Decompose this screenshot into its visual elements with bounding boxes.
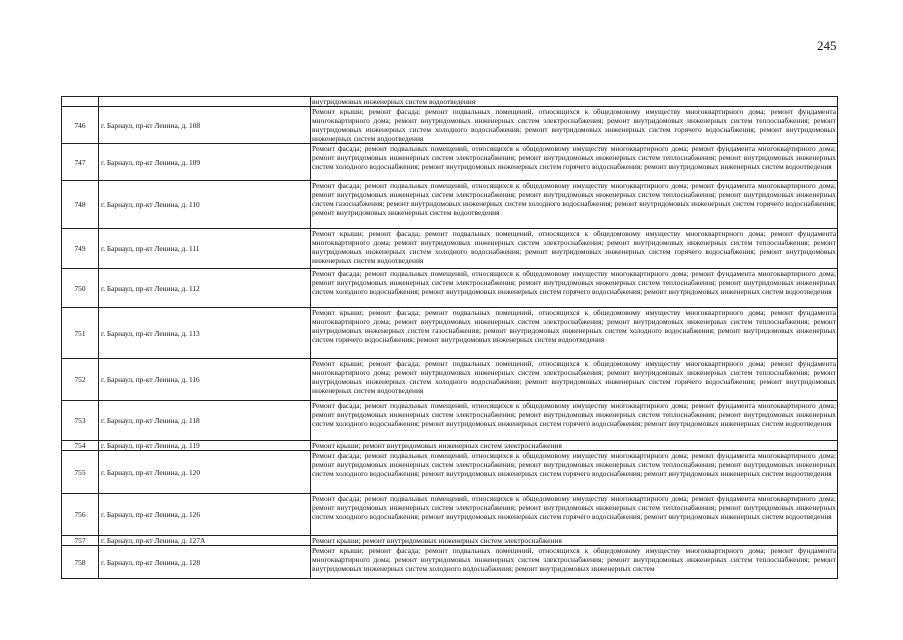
table-row [62, 181, 838, 229]
row-works: Ремонт фасада; ремонт подвальных помещений, относящихся к общедомовому имуществу многоквартирного дома; ремонт фундамента многоквартирного дома; ремонт внутридомовых инженерных систем электроснабжения; ремонт внутридомовых инженерных систем теплоснабжения; ремонт внутридомовых инженерных систем холодного водоснабжения; ремонт внутридомовых инженерных систем горячего водоснабжения; ремонт внутридомовых инженерных систем водоотведения [311, 401, 838, 441]
row-works: Ремонт крыши; ремонт фасада; ремонт подвальных помещений, относящихся к общедомовому имуществу многоквартирного дома; ремонт фундамента многоквартирного дома; ремонт внутридомовых инженерных систем электроснабжения; ремонт внутридомовых инженерных систем теплоснабжения; ремонт внутридомовых инженерных систем холодного водоснабжения; ремонт внутридомовых инженерных систем [311, 546, 838, 579]
table-row [62, 536, 838, 546]
row-number: 753 [62, 401, 99, 441]
row-address: г. Барнаул, пр-кт Ленина, д. 111 [99, 229, 311, 269]
table-row [62, 494, 838, 536]
table-row [62, 359, 838, 401]
row-address: г. Барнаул, пр-кт Ленина, д. 126 [99, 494, 311, 536]
table-row [62, 144, 838, 181]
row-number: 754 [62, 441, 99, 451]
row-number: 752 [62, 359, 99, 401]
row-address: г. Барнаул, пр-кт Ленина, д. 118 [99, 401, 311, 441]
table-row [62, 546, 838, 579]
row-number: 749 [62, 229, 99, 269]
row-address: г. Барнаул, пр-кт Ленина, д. 116 [99, 359, 311, 401]
row-works: Ремонт фасада; ремонт подвальных помещений, относящихся к общедомовому имуществу многоквартирного дома; ремонт фундамента многоквартирного дома; ремонт внутридомовых инженерных систем электроснабжения; ремонт внутридомовых инженерных систем теплоснабжения; ремонт внутридомовых инженерных систем холодного водоснабжения; ремонт внутридомовых инженерных систем горячего водоснабжения; ремонт внутридомовых инженерных систем водоотведения [311, 269, 838, 308]
row-works: Ремонт крыши; ремонт фасада; ремонт подвальных помещений, относящихся к общедомовому имуществу многоквартирного дома; ремонт фундамента многоквартирного дома; ремонт внутридомовых инженерных систем электроснабжения; ремонт внутридомовых инженерных систем теплоснабжения; ремонт внутридомовых инженерных систем холодного водоснабжения; ремонт внутридомовых инженерных систем горячего водоснабжения; ремонт внутридомовых инженерных систем водоотведения [311, 229, 838, 269]
row-number: 755 [62, 451, 99, 494]
row-works: Ремонт фасада; ремонт подвальных помещений, относящихся к общедомовому имуществу многоквартирного дома; ремонт фундамента многоквартирного дома; ремонт внутридомовых инженерных систем электроснабжения; ремонт внутридомовых инженерных систем теплоснабжения; ремонт внутридомовых инженерных систем холодного водоснабжения; ремонт внутридомовых инженерных систем горячего водоснабжения; ремонт внутридомовых инженерных систем водоотведения [311, 144, 838, 181]
table-row [62, 97, 838, 107]
row-number: 750 [62, 269, 99, 308]
row-address: г. Барнаул, пр-кт Ленина, д. 120 [99, 451, 311, 494]
row-number: 758 [62, 546, 99, 579]
row-number [62, 97, 99, 107]
row-works: Ремонт крыши; ремонт фасада; ремонт подвальных помещений, относящихся к общедомовому имуществу многоквартирного дома; ремонт фундамента многоквартирного дома; ремонт внутридомовых инженерных систем электроснабжения; ремонт внутридомовых инженерных систем теплоснабжения; ремонт внутридомовых инженерных систем газоснабжения; ремонт внутридомовых инженерных систем холодного водоснабжения; ремонт внутридомовых инженерных систем горячего водоснабжения; ремонт внутридомовых инженерных систем водоотведения [311, 308, 838, 359]
row-works: Ремонт крыши; ремонт внутридомовых инженерных систем электроснабжения [311, 536, 838, 546]
row-works: Ремонт крыши; ремонт фасада; ремонт подвальных помещений, относящихся к общедомовому имуществу многоквартирного дома; ремонт фундамента многоквартирного дома; ремонт внутридомовых инженерных систем электроснабжения; ремонт внутридомовых инженерных систем теплоснабжения; ремонт внутридомовых инженерных систем холодного водоснабжения; ремонт внутридомовых инженерных систем горячего водоснабжения; ремонт внутридомовых инженерных систем водоотведения [312, 107, 836, 143]
table-row [62, 107, 838, 144]
table-row [62, 308, 838, 359]
row-works: внутридомовых инженерных систем водоотведения [311, 97, 838, 107]
table-row [62, 269, 838, 308]
row-works: Ремонт крыши; ремонт фасада; ремонт подвальных помещений, относящихся к общедомовому имуществу многоквартирного дома; ремонт фундамента многоквартирного дома; ремонт внутридомовых инженерных систем электроснабжения; ремонт внутридомовых инженерных систем теплоснабжения; ремонт внутридомовых инженерных систем холодного водоснабжения; ремонт внутридомовых инженерных систем горячего водоснабжения; ремонт внутридомовых инженерных систем водоотведения [311, 359, 838, 401]
page-number: 245 [817, 38, 837, 53]
row-number: 756 [62, 494, 99, 536]
row-address: г. Барнаул, пр-кт Ленина, д. 109 [99, 144, 311, 181]
row-address: г. Барнаул, пр-кт Ленина, д. 112 [99, 269, 311, 308]
row-works: Ремонт крыши; ремонт внутридомовых инженерных систем электроснабжения [311, 441, 838, 451]
row-works: Ремонт фасада; ремонт подвальных помещений, относящихся к общедомовому имуществу многоквартирного дома; ремонт фундамента многоквартирного дома; ремонт внутридомовых инженерных систем электроснабжения; ремонт внутридомовых инженерных систем теплоснабжения; ремонт внутридомовых инженерных систем холодного водоснабжения; ремонт внутридомовых инженерных систем горячего водоснабжения; ремонт внутридомовых инженерных систем водоотведения [311, 494, 838, 536]
row-number: 757 [62, 536, 99, 546]
row-address [99, 97, 311, 107]
row-works: Ремонт фасада; ремонт подвальных помещений, относящихся к общедомовому имуществу многоквартирного дома; ремонт фундамента многоквартирного дома; ремонт внутридомовых инженерных систем электроснабжения; ремонт внутридомовых инженерных систем теплоснабжения; ремонт внутридомовых инженерных систем газоснабжения; ремонт внутридомовых инженерных систем холодного водоснабжения; ремонт внутридомовых инженерных систем горячего водоснабжения; ремонт внутридомовых инженерных систем водоотведения [311, 181, 838, 229]
row-address: г. Барнаул, пр-кт Ленина, д. 119 [99, 441, 311, 451]
row-number: 748 [62, 181, 99, 229]
row-address: г. Барнаул, пр-кт Ленина, д. 128 [99, 546, 311, 579]
table-row [62, 441, 838, 451]
table-row [62, 451, 838, 494]
table-row [62, 229, 838, 269]
row-number: 746 [62, 107, 99, 144]
table-row [62, 401, 838, 441]
row-address: г. Барнаул, пр-кт Ленина, д. 113 [99, 308, 311, 359]
row-address: г. Барнаул, пр-кт Ленина, д. 127А [99, 536, 311, 546]
row-address: г. Барнаул, пр-кт Ленина, д. 108 [99, 107, 311, 144]
row-number: 747 [62, 144, 99, 181]
row-number: 751 [62, 308, 99, 359]
repair-schedule-table [61, 96, 838, 579]
row-works: Ремонт фасада; ремонт подвальных помещений, относящихся к общедомовому имуществу многоквартирного дома; ремонт фундамента многоквартирного дома; ремонт внутридомовых инженерных систем электроснабжения; ремонт внутридомовых инженерных систем теплоснабжения; ремонт внутридомовых инженерных систем холодного водоснабжения; ремонт внутридомовых инженерных систем горячего водоснабжения; ремонт внутридомовых инженерных систем водоотведения [311, 451, 838, 494]
row-address: г. Барнаул, пр-кт Ленина, д. 110 [99, 181, 311, 229]
